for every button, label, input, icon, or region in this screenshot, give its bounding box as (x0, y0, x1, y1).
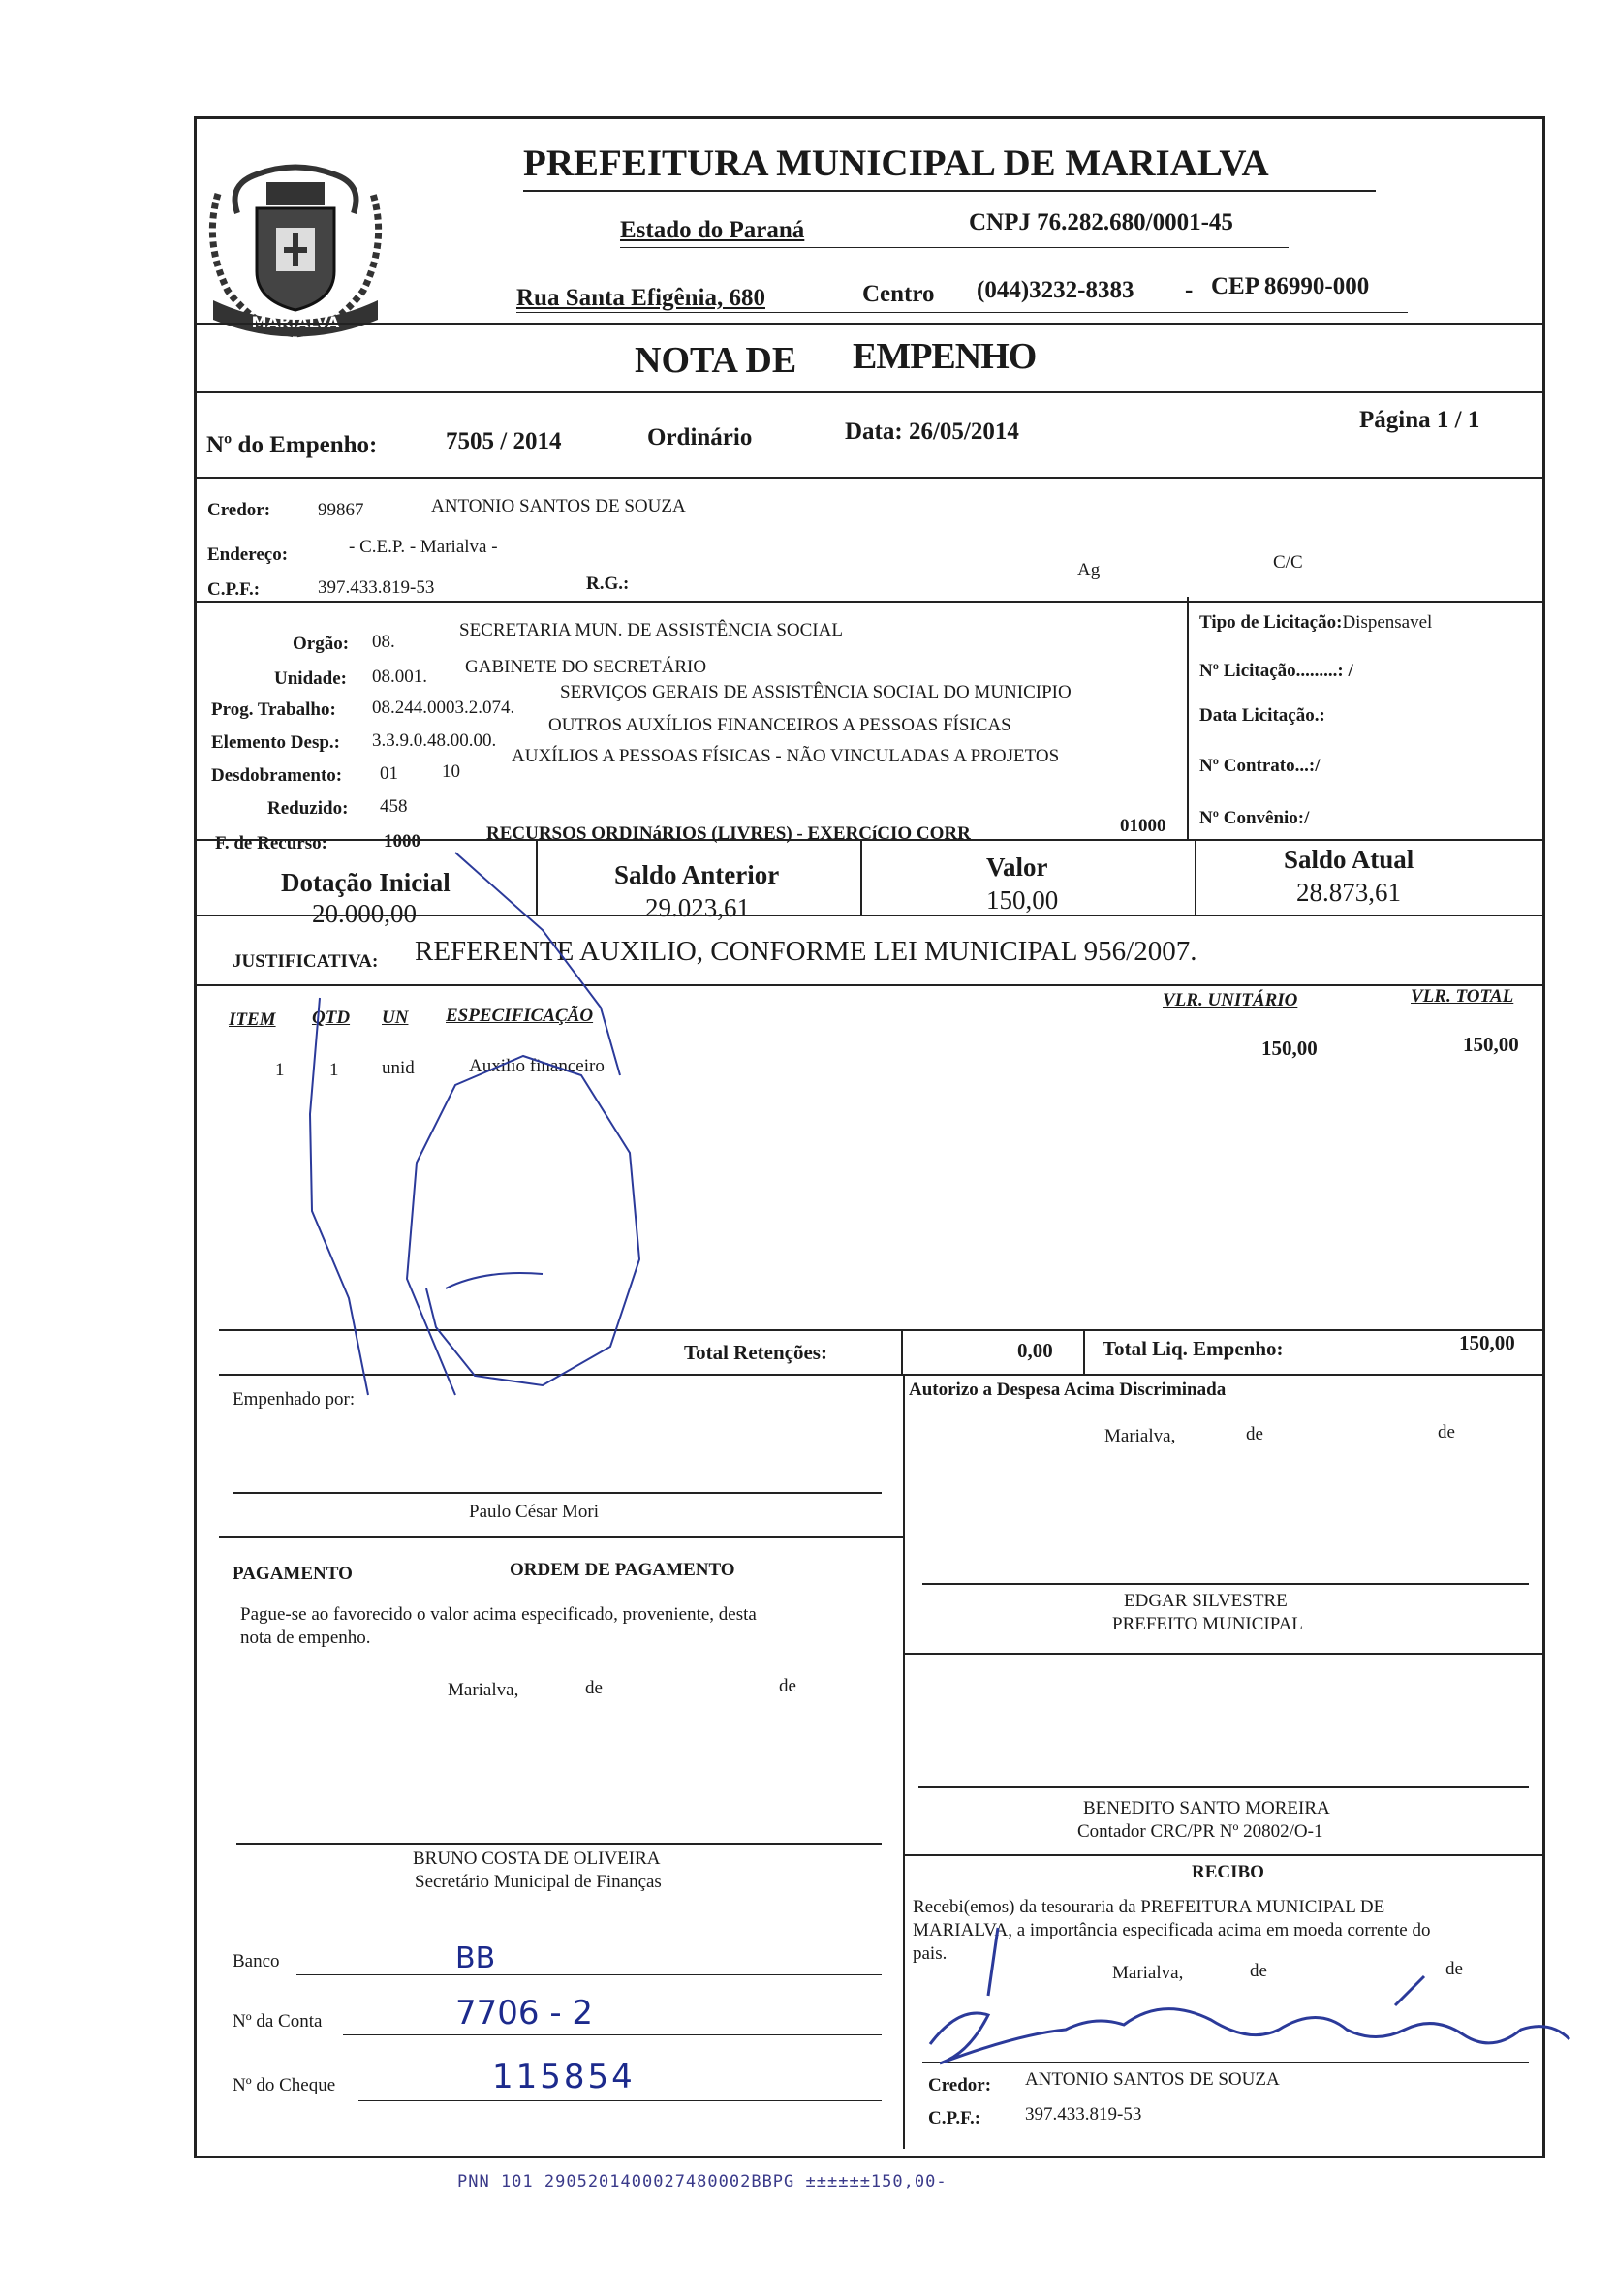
col-un-header: UN (382, 1008, 409, 1028)
autorizo-city: Marialva, (1104, 1426, 1176, 1446)
recibo-de-1: de (1250, 1961, 1267, 1981)
autorizo-despesa: Autorizo a Despesa Acima Discriminada (909, 1380, 1227, 1400)
municipality-title: PREFEITURA MUNICIPAL DE MARIALVA (523, 142, 1269, 184)
credor-name: ANTONIO SANTOS DE SOUZA (431, 496, 686, 516)
state-name: Estado do Paraná (620, 217, 805, 243)
pagamento-de-1: de (585, 1678, 603, 1698)
pagamento-text-line-2: nota de empenho. (240, 1628, 371, 1648)
unidade-label: Unidade: (274, 668, 347, 689)
cpf-label: C.P.F.: (207, 579, 261, 600)
programa-label: Prog. Trabalho: (211, 699, 336, 720)
fonte-recurso-label: F. de Recurso: (215, 833, 327, 853)
conta-corrente-label: C/C (1273, 552, 1303, 573)
recibo-title: RECIBO (1192, 1862, 1264, 1882)
pagamento-de-2: de (779, 1676, 796, 1696)
total-liquido-value: 150,00 (1459, 1331, 1515, 1354)
cnpj: CNPJ 76.282.680/0001-45 (969, 209, 1233, 235)
credor-code: 99867 (318, 500, 364, 520)
rg-label: R.G.: (586, 574, 630, 594)
orgao-name: SECRETARIA MUN. DE ASSISTÊNCIA SOCIAL (459, 620, 843, 640)
justificativa-text: REFERENTE AUXILIO, CONFORME LEI MUNICIPAL 956/2007. (415, 936, 1197, 967)
secretario-name: BRUNO COSTA DE OLIVEIRA (413, 1848, 661, 1869)
banco-label: Banco (233, 1951, 280, 1971)
valor-value: 150,00 (986, 885, 1059, 915)
saldo-anterior-label: Saldo Anterior (614, 860, 780, 889)
elemento-code: 3.3.9.0.48.00.00. (372, 730, 497, 751)
item-number: 1 (275, 1060, 285, 1080)
tipo-licitacao-value: Dispensavel (1342, 612, 1433, 633)
recibo-de-2: de (1445, 1959, 1463, 1979)
banco-value: BB (455, 1941, 496, 1975)
recibo-city: Marialva, (1112, 1963, 1184, 1983)
cheque-label: Nº do Cheque (233, 2075, 336, 2095)
recibo-text-line-1: Recebi(emos) da tesouraria da PREFEITURA MUNICIPAL DE (913, 1897, 1385, 1917)
unidade-code: 08.001. (372, 667, 427, 687)
empenho-type: Ordinário (647, 424, 753, 450)
reduzido-value: 458 (380, 796, 408, 817)
document-title: NOTA DE (635, 340, 797, 381)
col-valor-unitario-header: VLR. UNITÁRIO (1163, 990, 1298, 1010)
col-valor-total-header: VLR. TOTAL (1411, 986, 1514, 1007)
fonte-recurso-code-2: 01000 (1120, 816, 1166, 836)
recibo-cpf-label: C.P.F.: (928, 2108, 981, 2128)
elemento-label: Elemento Desp.: (211, 732, 340, 753)
saldo-atual-label: Saldo Atual (1284, 845, 1414, 874)
micr-code-line: PNN 101 2905201400027480002BBPG ±±±±±±150,00- (457, 2172, 948, 2191)
empenho-number: 7505 / 2014 (446, 428, 562, 454)
contador-name: BENEDITO SANTO MOREIRA (1083, 1798, 1330, 1818)
endereco-label: Endereço: (207, 544, 289, 565)
pagamento-text-line-1: Pague-se ao favorecido o valor acima especificado, proveniente, desta (240, 1604, 757, 1625)
prefeito-name: EDGAR SILVESTRE (1124, 1591, 1288, 1611)
cep: CEP 86990-000 (1211, 273, 1370, 299)
phone: (044)3232-8383 (977, 277, 1134, 303)
credor-label: Credor: (207, 500, 271, 520)
ordem-pagamento-label: ORDEM DE PAGAMENTO (510, 1560, 735, 1580)
district: Centro (862, 281, 935, 307)
recibo-cpf-value: 397.433.819-53 (1025, 2104, 1142, 2125)
recibo-credor-name: ANTONIO SANTOS DE SOUZA (1025, 2069, 1280, 2090)
saldo-atual-value: 28.873,61 (1296, 878, 1401, 907)
col-item-header: ITEM (229, 1009, 276, 1030)
pagamento-label: PAGAMENTO (233, 1564, 353, 1584)
secretario-role: Secretário Municipal de Finanças (415, 1872, 662, 1892)
saldo-anterior-value: 29.023,61 (645, 893, 750, 922)
cheque-value: 115854 (492, 2058, 636, 2096)
col-especificacao-header: ESPECIFICAÇÃO (446, 1006, 594, 1026)
fonte-recurso-name: RECURSOS ORDINáRIOS (LIVRES) - EXERCíCIO CORR (486, 823, 971, 844)
tipo-licitacao-label: Tipo de Licitação:Dispensavel (1199, 612, 1433, 633)
separator: - (1185, 277, 1194, 303)
agencia-label: Ag (1077, 560, 1101, 580)
elemento-name: OUTROS AUXÍLIOS FINANCEIROS A PESSOAS FÍSICAS (548, 715, 1011, 735)
desdobramento-code-2: 10 (442, 761, 460, 782)
contador-role: Contador CRC/PR Nº 20802/O-1 (1077, 1821, 1323, 1842)
recibo-text-line-2: MARIALVA, a importância especificada acima em moeda corrente do (913, 1920, 1431, 1940)
recibo-text-line-3: pais. (913, 1943, 948, 1964)
item-total-value: 150,00 (1463, 1033, 1519, 1056)
programa-name: SERVIÇOS GERAIS DE ASSISTÊNCIA SOCIAL DO MUNICIPIO (560, 682, 1072, 702)
dotacao-inicial-value: 20.000,00 (312, 899, 417, 928)
numero-licitacao: Nº Licitação.........: / (1199, 661, 1353, 681)
unidade-name: GABINETE DO SECRETÁRIO (465, 657, 707, 677)
street-address: Rua Santa Efigênia, 680 (516, 285, 765, 311)
item-quantity: 1 (329, 1060, 339, 1080)
empenho-date: Data: 26/05/2014 (845, 419, 1019, 445)
item-unit: unid (382, 1058, 415, 1078)
total-liquido-label: Total Liq. Empenho: (1103, 1337, 1284, 1360)
autorizo-de-1: de (1246, 1424, 1263, 1444)
numero-convenio: Nº Convênio:/ (1199, 808, 1310, 828)
data-licitacao: Data Licitação.: (1199, 705, 1325, 726)
cpf-value: 397.433.819-53 (318, 577, 435, 598)
page-number: Página 1 / 1 (1359, 407, 1480, 433)
desdobramento-code-1: 01 (380, 763, 398, 784)
numero-contrato: Nº Contrato...:/ (1199, 756, 1321, 776)
orgao-code: 08. (372, 632, 395, 652)
orgao-label: Orgão: (293, 634, 350, 654)
justificativa-label: JUSTIFICATIVA: (233, 951, 379, 972)
empenhado-por-name: Paulo César Mori (469, 1502, 600, 1522)
pagamento-city: Marialva, (448, 1680, 519, 1700)
empenhado-por-label: Empenhado por: (233, 1389, 356, 1410)
programa-code: 08.244.0003.2.074. (372, 698, 515, 718)
total-retencoes-value: 0,00 (1017, 1339, 1053, 1362)
endereco-value: - C.E.P. - Marialva - (349, 537, 498, 557)
conta-value: 7706 - 2 (455, 1994, 594, 2032)
valor-label: Valor (986, 853, 1048, 882)
desdobramento-label: Desdobramento: (211, 765, 343, 786)
empenho-number-label: Nº do Empenho: (206, 432, 378, 458)
desdobramento-name: AUXÍLIOS A PESSOAS FÍSICAS - NÃO VINCULADAS A PROJETOS (512, 746, 1060, 766)
item-unit-value: 150,00 (1261, 1037, 1318, 1060)
conta-label: Nº da Conta (233, 2011, 323, 2032)
reduzido-label: Reduzido: (267, 798, 349, 819)
total-retencoes-label: Total Retenções: (684, 1341, 827, 1364)
document-title-b: EMPENHO (853, 336, 1037, 377)
crest-ribbon-text: MARIALVA (251, 313, 340, 331)
dotacao-inicial-label: Dotação Inicial (281, 868, 451, 897)
col-qtd-header: QTD (312, 1008, 351, 1028)
fonte-recurso-code: 1000 (384, 831, 420, 852)
autorizo-de-2: de (1438, 1422, 1455, 1443)
recibo-credor-label: Credor: (928, 2075, 992, 2095)
item-description: Auxilio financeiro (469, 1056, 605, 1076)
prefeito-role: PREFEITO MUNICIPAL (1112, 1614, 1303, 1634)
